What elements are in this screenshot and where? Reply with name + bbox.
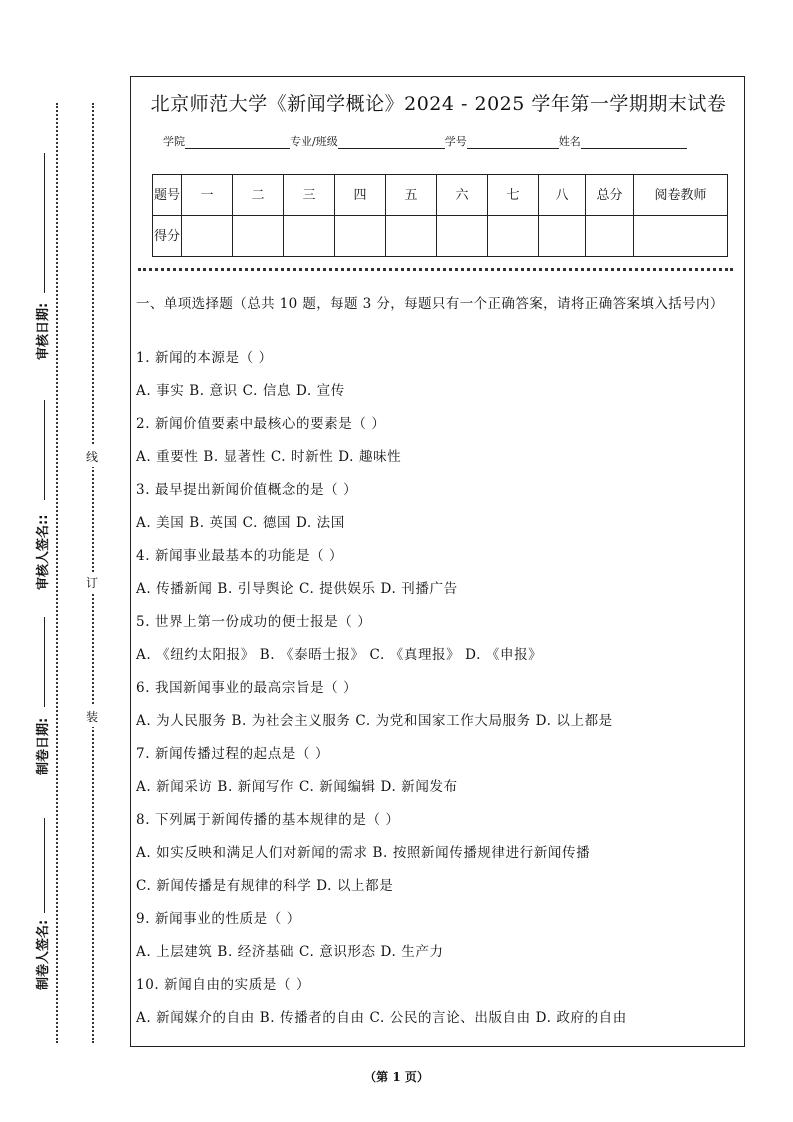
- score-col-5: 五: [386, 175, 437, 216]
- question-line: 10. 新闻自由的实质是（ ）: [136, 977, 311, 993]
- dotted-separator: [138, 268, 733, 271]
- score-table-label-score: 得分: [153, 216, 182, 257]
- review-date-line: [44, 153, 45, 293]
- score-col-total: 总分: [586, 175, 634, 216]
- score-cell[interactable]: [284, 216, 335, 257]
- option-line: A. 上层建筑 B. 经济基础 C. 意识形态 D. 生产力: [136, 944, 444, 960]
- field-label-college: 学院: [163, 135, 185, 148]
- score-col-7: 七: [488, 175, 539, 216]
- score-table: [152, 174, 728, 257]
- question-line: 3. 最早提出新闻价值概念的是（ ）: [136, 482, 358, 498]
- option-line: A. 《纽约太阳报》 B. 《泰晤士报》 C. 《真理报》 D. 《申报》: [136, 647, 543, 663]
- college-blank[interactable]: [185, 136, 290, 149]
- question-line: 4. 新闻事业最基本的功能是（ ）: [136, 548, 344, 564]
- question-line: 1. 新闻的本源是（ ）: [136, 350, 273, 366]
- exam-title: 北京师范大学《新闻学概论》2024 - 2025 学年第一学期期末试卷: [150, 93, 727, 115]
- option-line: A. 事实 B. 意识 C. 信息 D. 宣传: [136, 383, 345, 399]
- field-label-id: 学号: [444, 135, 467, 148]
- score-table-header-row: [153, 175, 728, 216]
- option-line: A. 如实反映和满足人们对新闻的需求 B. 按照新闻传播规律进行新闻传播: [136, 845, 591, 861]
- binding-dotted-line-outer: [56, 103, 58, 1043]
- score-col-3: 三: [284, 175, 335, 216]
- review-date-label: 审核日期:: [36, 302, 51, 360]
- make-date-line: [44, 617, 45, 707]
- question-line: 9. 新闻事业的性质是（ ）: [136, 911, 301, 927]
- question-line: 2. 新闻价值要素中最核心的要素是（ ）: [136, 416, 386, 432]
- score-cell[interactable]: [335, 216, 386, 257]
- score-cell[interactable]: [586, 216, 634, 257]
- score-cell[interactable]: [539, 216, 586, 257]
- score-table-score-row: [153, 216, 728, 257]
- reviewer-sign-line: [44, 400, 45, 500]
- reviewer-sign-label: 审核人签名::: [36, 514, 51, 590]
- page-number: （第 1 页）: [364, 1070, 429, 1084]
- score-col-6: 六: [437, 175, 488, 216]
- score-cell[interactable]: [634, 216, 728, 257]
- make-date-label: 制卷日期:: [36, 717, 51, 775]
- maker-sign-line: [44, 818, 45, 913]
- question-line: 6. 我国新闻事业的最高宗旨是（ ）: [136, 680, 358, 696]
- score-cell[interactable]: [233, 216, 284, 257]
- binding-char-staple: 订: [86, 572, 98, 593]
- question-line: 8. 下列属于新闻传播的基本规律的是（ ）: [136, 812, 400, 828]
- score-col-8: 八: [539, 175, 586, 216]
- binding-char-bind: 装: [86, 706, 98, 727]
- binding-char-line: 线: [86, 446, 98, 467]
- section-title: 一、单项选择题（总共 10 题，每题 3 分，每题只有一个正确答案，请将正确答案填入括号内）: [136, 296, 724, 312]
- option-line: A. 新闻媒介的自由 B. 传播者的自由 C. 公民的言论、出版自由 D. 政府的自由: [136, 1010, 627, 1026]
- score-cell[interactable]: [488, 216, 539, 257]
- student-info-row: [163, 133, 687, 149]
- student-id-blank[interactable]: [467, 136, 559, 149]
- score-col-1: 一: [182, 175, 233, 216]
- score-col-grader: 阅卷教师: [634, 175, 728, 216]
- field-label-name: 姓名: [558, 135, 581, 148]
- option-line: A. 传播新闻 B. 引导舆论 C. 提供娱乐 D. 刊播广告: [136, 581, 458, 597]
- score-cell[interactable]: [182, 216, 233, 257]
- option-line: A. 新闻采访 B. 新闻写作 C. 新闻编辑 D. 新闻发布: [136, 779, 458, 795]
- exam-frame: [130, 76, 745, 1047]
- option-line: A. 为人民服务 B. 为社会主义服务 C. 为党和国家工作大局服务 D. 以上都是: [136, 713, 613, 729]
- name-blank[interactable]: [581, 136, 687, 149]
- score-cell[interactable]: [437, 216, 488, 257]
- option-line: C. 新闻传播是有规律的科学 D. 以上都是: [136, 878, 394, 894]
- maker-sign-label: 制卷人签名:: [36, 919, 51, 990]
- score-col-4: 四: [335, 175, 386, 216]
- question-line: 7. 新闻传播过程的起点是（ ）: [136, 746, 330, 762]
- field-label-class: 专业/班级: [290, 135, 338, 148]
- question-line: 5. 世界上第一份成功的便士报是（ ）: [136, 614, 372, 630]
- class-blank[interactable]: [338, 136, 445, 149]
- option-line: A. 美国 B. 英国 C. 德国 D. 法国: [136, 515, 345, 531]
- option-line: A. 重要性 B. 显著性 C. 时新性 D. 趣味性: [136, 449, 402, 465]
- score-cell[interactable]: [386, 216, 437, 257]
- score-col-2: 二: [233, 175, 284, 216]
- score-table-label-question: 题号: [153, 175, 182, 216]
